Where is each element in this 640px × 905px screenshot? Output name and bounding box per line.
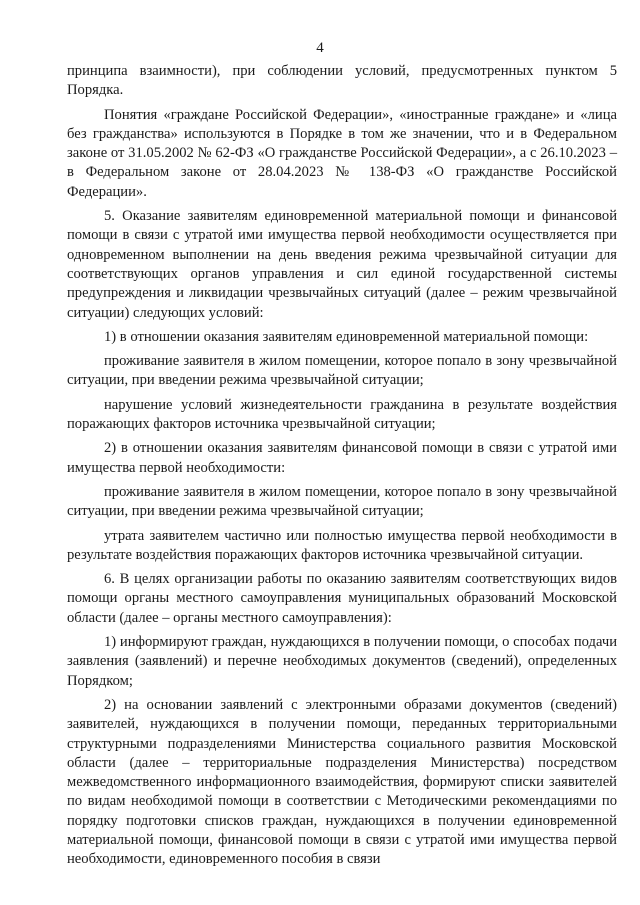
- paragraph: принципа взаимности), при соблюдении условий, предусмотренных пунктом 5 Порядка.: [67, 63, 617, 99]
- paragraph: 5. Оказание заявителям единовременной материальной помощи и финансовой помощи в связи с утратой ими имущества первой необходимости осуществляется при одновременном выполнении на день введения режима чрезвычайной ситуации для соответствующих органов управления и сил единой государственной системы предупреждения и ликвидации чрезвычайных ситуаций (далее – режим чрезвычайной ситуации) следующих условий:: [67, 208, 617, 321]
- paragraph: 2) на основании заявлений с электронными образами документов (сведений) заявителей, нуждающихся в получении помощи, переданных территориальными структурными подразделениями Министерства социального развития Московской области (далее – территориальные подразделения Министерства) посредством межведомственного информационного взаимодействия, формируют списки заявителей по видам необходимой помощи в соответствии с Методическими рекомендациями по порядку подготовки списков граждан, нуждающихся в получении единовременной материальной помощи, финансовой помощи в связи с утратой ими имущества первой необходимости, единовременного пособия в связи: [67, 696, 617, 868]
- paragraph: утрата заявителем частично или полностью имущества первой необходимости в результате воздействия поражающих факторов источника чрезвычайной ситуации.: [67, 527, 617, 563]
- paragraph: 2) в отношении оказания заявителям финансовой помощи в связи с утратой ими имущества первой необходимости:: [67, 440, 617, 476]
- document-body: [67, 62, 617, 875]
- paragraph: нарушение условий жизнедеятельности гражданина в результате воздействия поражающих факторов источника чрезвычайной ситуации;: [67, 396, 617, 433]
- page-number: 4: [316, 40, 324, 56]
- paragraph: 1) в отношении оказания заявителям единовременной материальной помощи:: [104, 328, 589, 345]
- paragraph: 6. В целях организации работы по оказанию заявителям соответствующих видов помощи органы местного самоуправления муниципальных образований Московской области (далее – органы местного самоуправления):: [67, 571, 617, 626]
- paragraph: проживание заявителя в жилом помещении, которое попало в зону чрезвычайной ситуации, при введении режима чрезвычайной ситуации;: [67, 353, 617, 389]
- paragraph: 1) информируют граждан, нуждающихся в получении помощи, о способах подачи заявления (заявлений) и перечне необходимых документов (сведений), определенных Порядком;: [67, 634, 617, 689]
- paragraph: проживание заявителя в жилом помещении, которое попало в зону чрезвычайной ситуации, при введении режима чрезвычайной ситуации;: [67, 483, 617, 520]
- paragraph: Понятия «граждане Российской Федерации», «иностранные граждане» и «лица без гражданства» используются в Порядке в том же значении, что и в Федеральном законе от 31.05.2002 № 62-ФЗ «О гражданстве Российской Федерации», а с 26.10.2023 – в Федеральном законе от 28.04.2023 № 138-ФЗ «О гражданстве Российской Федерации».: [67, 106, 617, 200]
